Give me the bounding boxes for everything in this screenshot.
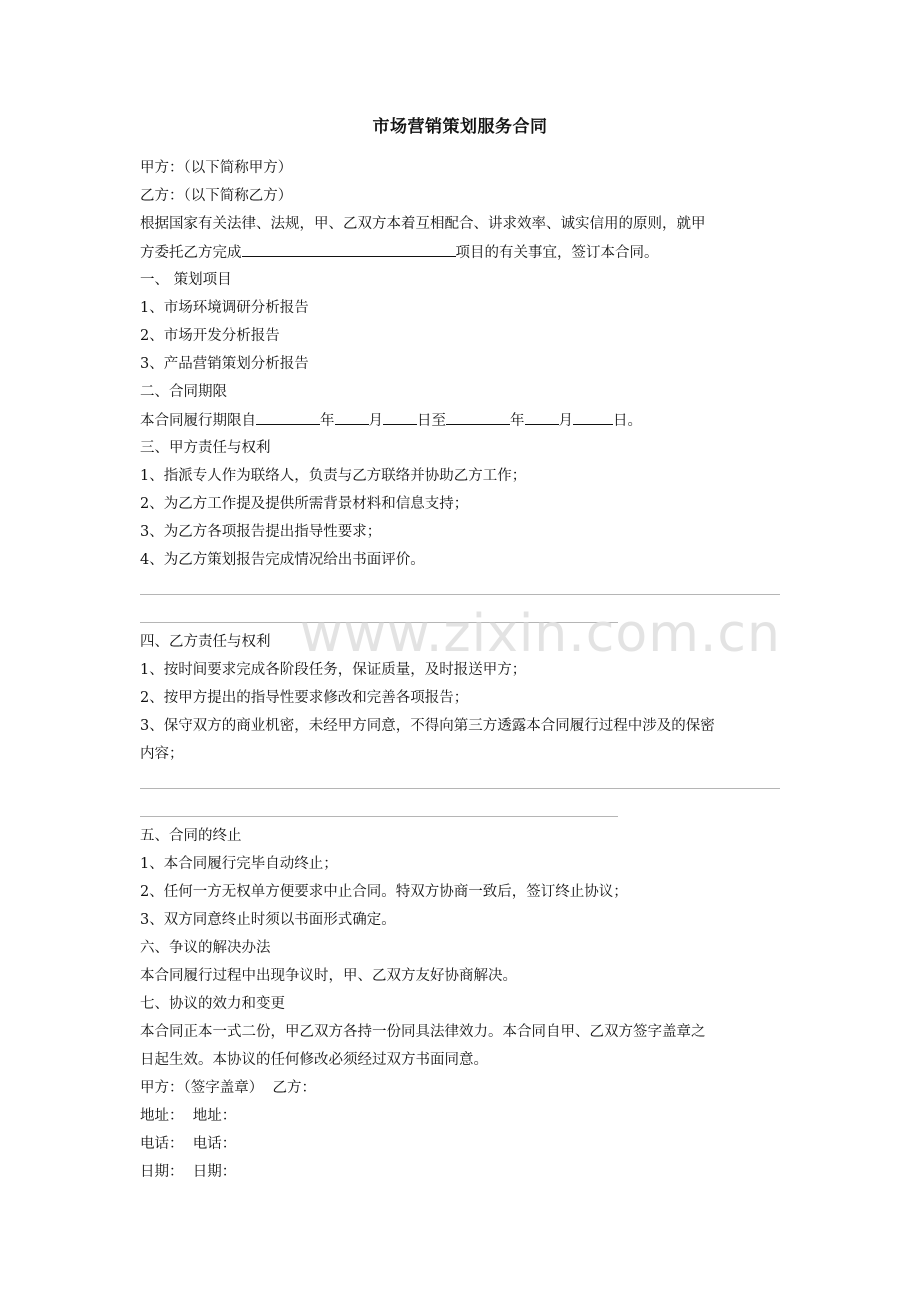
- project-name-blank: [242, 242, 456, 257]
- section-5-item: 1、本合同履行完毕自动终止；: [140, 856, 338, 872]
- section-1-item: 1、市场环境调研分析报告: [140, 300, 309, 316]
- section-1-title: 一、 策划项目: [140, 272, 232, 288]
- end-day-blank: [573, 410, 613, 425]
- phone-line: 电话： 电话：: [140, 1136, 237, 1152]
- section-5-item: 3、双方同意终止时须以书面形式确定。: [140, 912, 396, 928]
- intro-line-2-prefix: 方委托乙方完成: [140, 245, 242, 261]
- section-4-item: 1、按时间要求完成各阶段任务，保证质量，及时报送甲方；: [140, 662, 527, 678]
- section-7-title: 七、协议的效力和变更: [140, 996, 285, 1012]
- end-year-blank: [446, 410, 510, 425]
- section-4-title: 四、乙方责任与权利: [140, 634, 271, 650]
- section-3-item: 1、指派专人作为联络人，负责与乙方联络并协助乙方工作；: [140, 468, 527, 484]
- term-year-1: 年: [320, 413, 335, 429]
- term-year-2: 年: [510, 413, 525, 429]
- contract-term-line: [140, 410, 780, 431]
- term-month-2: 月: [558, 413, 573, 429]
- address-line: 地址： 地址：: [140, 1108, 237, 1124]
- intro-line-1: 根据国家有关法律、法规，甲、乙双方本着互相配合、讲求效率、诚实信用的原则，就甲: [140, 216, 706, 232]
- section-5-item: 2、任何一方无权单方便要求中止合同。特双方协商一致后，签订终止协议；: [140, 884, 628, 900]
- start-day-blank: [383, 410, 417, 425]
- start-year-blank: [256, 410, 320, 425]
- signature-parties-line: 甲方：（签字盖章） 乙方：: [140, 1080, 316, 1096]
- section-2-title: 二、合同期限: [140, 384, 227, 400]
- divider-line: [140, 594, 780, 595]
- section-4-item: 内容；: [140, 746, 184, 762]
- section-3-item: 4、为乙方策划报告完成情况给出书面评价。: [140, 552, 425, 568]
- start-month-blank: [335, 410, 369, 425]
- term-month-1: 月: [368, 413, 383, 429]
- intro-line-2: [140, 242, 780, 263]
- party-a-line: 甲方：（以下简称甲方）: [140, 160, 293, 176]
- section-3-item: 2、为乙方工作提及提供所需背景材料和信息支持；: [140, 496, 469, 512]
- watermark: www.zixin.com.cn: [300, 604, 781, 664]
- party-b-line: 乙方：（以下简称乙方）: [140, 188, 293, 204]
- term-day-2: 日。: [613, 413, 642, 429]
- section-5-title: 五、合同的终止: [140, 828, 242, 844]
- divider-line: [140, 788, 780, 789]
- term-prefix: 本合同履行期限自: [140, 413, 256, 429]
- document-title: 市场营销策划服务合同: [372, 117, 548, 137]
- section-7-text: 本合同正本一式二份，甲乙双方各持一份同具法律效力。本合同自甲、乙双方签字盖章之: [140, 1024, 706, 1040]
- section-6-text: 本合同履行过程中出现争议时，甲、乙双方友好协商解决。: [140, 968, 517, 984]
- section-4-item: 3、保守双方的商业机密，未经甲方同意，不得向第三方透露本合同履行过程中涉及的保密: [140, 718, 715, 734]
- date-line: 日期： 日期：: [140, 1164, 237, 1180]
- section-7-text: 日起生效。本协议的任何修改必须经过双方书面同意。: [140, 1052, 488, 1068]
- section-3-title: 三、甲方责任与权利: [140, 440, 271, 456]
- section-4-item: 2、按甲方提出的指导性要求修改和完善各项报告；: [140, 690, 469, 706]
- section-1-item: 2、市场开发分析报告: [140, 328, 280, 344]
- section-6-title: 六、争议的解决办法: [140, 940, 271, 956]
- intro-line-2-suffix: 项目的有关事宜，签订本合同。: [455, 245, 659, 261]
- term-day-1: 日至: [417, 413, 446, 429]
- divider-line: [140, 816, 618, 817]
- end-month-blank: [525, 410, 559, 425]
- section-3-item: 3、为乙方各项报告提出指导性要求；: [140, 524, 382, 540]
- section-1-item: 3、产品营销策划分析报告: [140, 356, 309, 372]
